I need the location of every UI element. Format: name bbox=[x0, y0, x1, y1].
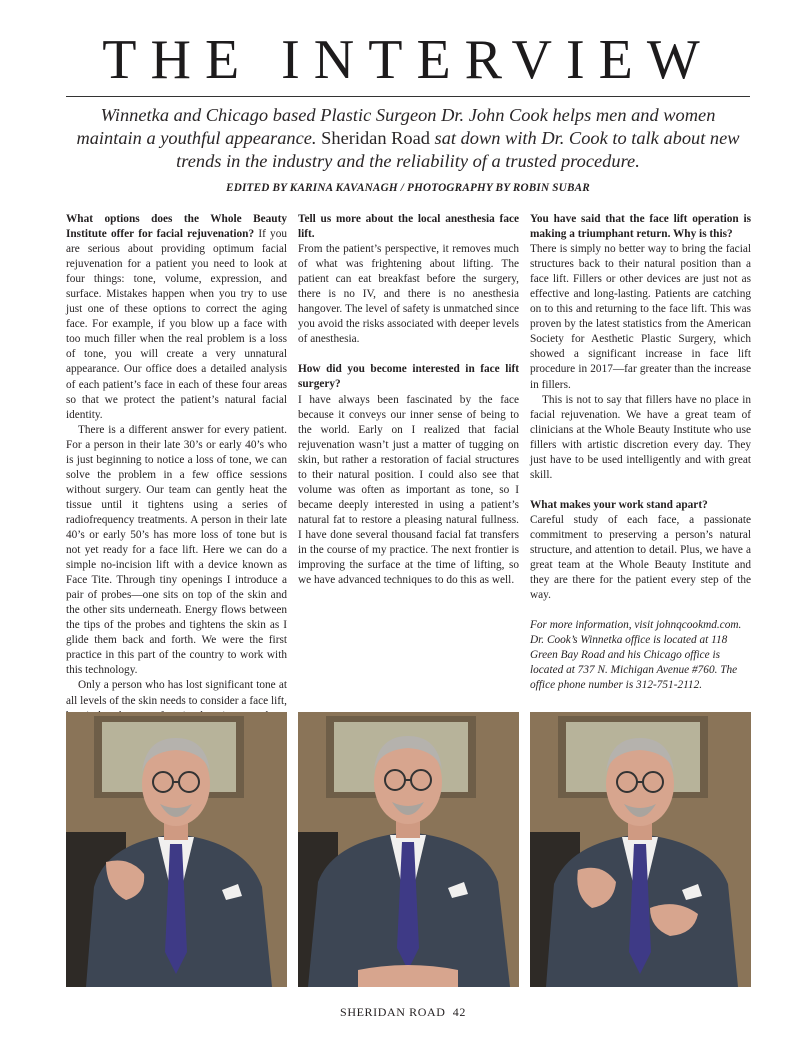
paragraph-1 bbox=[66, 212, 287, 423]
answer-1: If you are serious about providing optimum facial rejuvenation for a patient you need to look at four things: tone, volume, expression, and surface. Mistakes happen when you try to use just one of these options to correct the aging face. For example, if you blow up a face with too much filler when the real problem is a loss of tone, you will create a very unnatural appearance. Our office does a detailed analysis of each patient’s face in each of these four areas so that we protect the patient’s natural facial identity. bbox=[66, 228, 287, 421]
article-deck bbox=[66, 104, 750, 173]
page-title: THE INTERVIEW bbox=[102, 29, 714, 91]
deck-text-2: sat down with Dr. Cook to talk about new trends in the industry and the reliability of a trusted procedure. bbox=[176, 128, 740, 171]
question-4: You have said that the face lift operation is making a triumphant return. Why is this? bbox=[530, 213, 751, 241]
question-3: How did you become interested in face lift surgery? bbox=[298, 363, 519, 391]
contact-info: For more information, visit johnqcookmd.com. Dr. Cook’s Winnetka office is located at 118 Green Bay Road and his Chicago office is located at 737 N. Michigan Avenue #760. The office phone number is 312-751-2112. bbox=[530, 619, 742, 692]
question-1: What options does the Whole Beauty Institute offer for facial rejuvenation? bbox=[66, 213, 287, 241]
answer-4: There is simply no better way to bring the facial structures back to their natural position than a face lift. Fillers or other devices are just not as effective and long-lasting. Patients are catching on to this and returning to the face lift. This was proven by the latest statistics from the American Society for Aesthetic Plastic Surgery, which showed a significant increase in face lift procedure in 2017—far greater than the increase in fillers. bbox=[530, 243, 751, 391]
answer-4-continued: This is not to say that fillers have no place in facial rejuvenation. We have a great team of clinicians at the Whole Beauty Institute who use fillers with artistic discretion every day. They just have to be used intelligently and with great skill. bbox=[530, 393, 751, 481]
footer-publication: SHERIDAN ROAD bbox=[340, 1005, 446, 1019]
paragraph-3: Only a person who has lost significant tone at all levels of the skin needs to consider a face lift, bbox=[66, 679, 287, 707]
column-3 bbox=[530, 212, 751, 693]
question-5: What makes your work stand apart? bbox=[530, 498, 708, 511]
deck-text-1: Winnetka and Chicago based Plastic Surgeon Dr. John Cook helps men and women maintain a youthful appearance. bbox=[76, 105, 716, 148]
title-divider bbox=[66, 96, 750, 97]
paragraph-2: There is a different answer for every patient. For a person in their late 30’s or early 40’s who is just beginning to notice a loss of tone, we can solve the problem in a few office sessions without surgery. Our team can gently heat the tissue until it tightens using a series of radiofrequency treatments. A person in their late 40’s or early 50’s has more loss of tone but is not yet ready for a face lift. Here we can do a simple no-incision lift with a device known as Face Tite. Through tiny openings I introduce a pair of probes—one sits on top of the skin and the other sits underneath. Energy flows between the tips of the probes and tightens the skin as I glide them back and forth. We were the first practice in this part of the country to work with this technology. bbox=[66, 423, 287, 677]
column-1 bbox=[66, 212, 287, 754]
answer-3: I have always been fascinated by the face because it conveys our inner sense of being to the world. Early on I realized that facial rejuvenation wasn’t just a matter of tugging on skin, but rather a restoration of facial structures to their natural position. I could also see that volume was often as important as tone, so I became deeply interested in using a patient’s natural fat to restore a pleasing natural fullness. I have done several thousand facial fat transfers in the course of my practice. The next frontier is improving the surface at the time of lifting, so we have advanced techniques to do this as well. bbox=[298, 393, 519, 587]
byline: EDITED BY KARINA KAVANAGH / PHOTOGRAPHY BY ROBIN SUBAR bbox=[226, 182, 590, 194]
deck-publication: Sheridan Road bbox=[321, 128, 430, 148]
photo-gesturing-hands bbox=[530, 712, 751, 987]
page-footer bbox=[0, 1005, 806, 1020]
page-number: 42 bbox=[452, 1005, 466, 1019]
photo-smiling-center bbox=[298, 712, 519, 987]
question-2: Tell us more about the local anesthesia face lift. bbox=[298, 213, 519, 241]
answer-2: From the patient’s perspective, it removes much of what was frightening about lifting. The patient can eat breakfast before the surgery, there is no IV, and there is no anesthesia hangover. The level of safety is unmatched since you avoid the risks associated with deeper levels of anesthesia. bbox=[298, 243, 519, 346]
answer-5: Careful study of each face, a passionate commitment to preserving a person’s natural structure, and attention to detail. Plus, we have a great team at the Whole Beauty Institute and they are there for the patient every step of the way. bbox=[530, 513, 751, 602]
photo-gesturing-left bbox=[66, 712, 287, 987]
column-2 bbox=[298, 212, 519, 588]
